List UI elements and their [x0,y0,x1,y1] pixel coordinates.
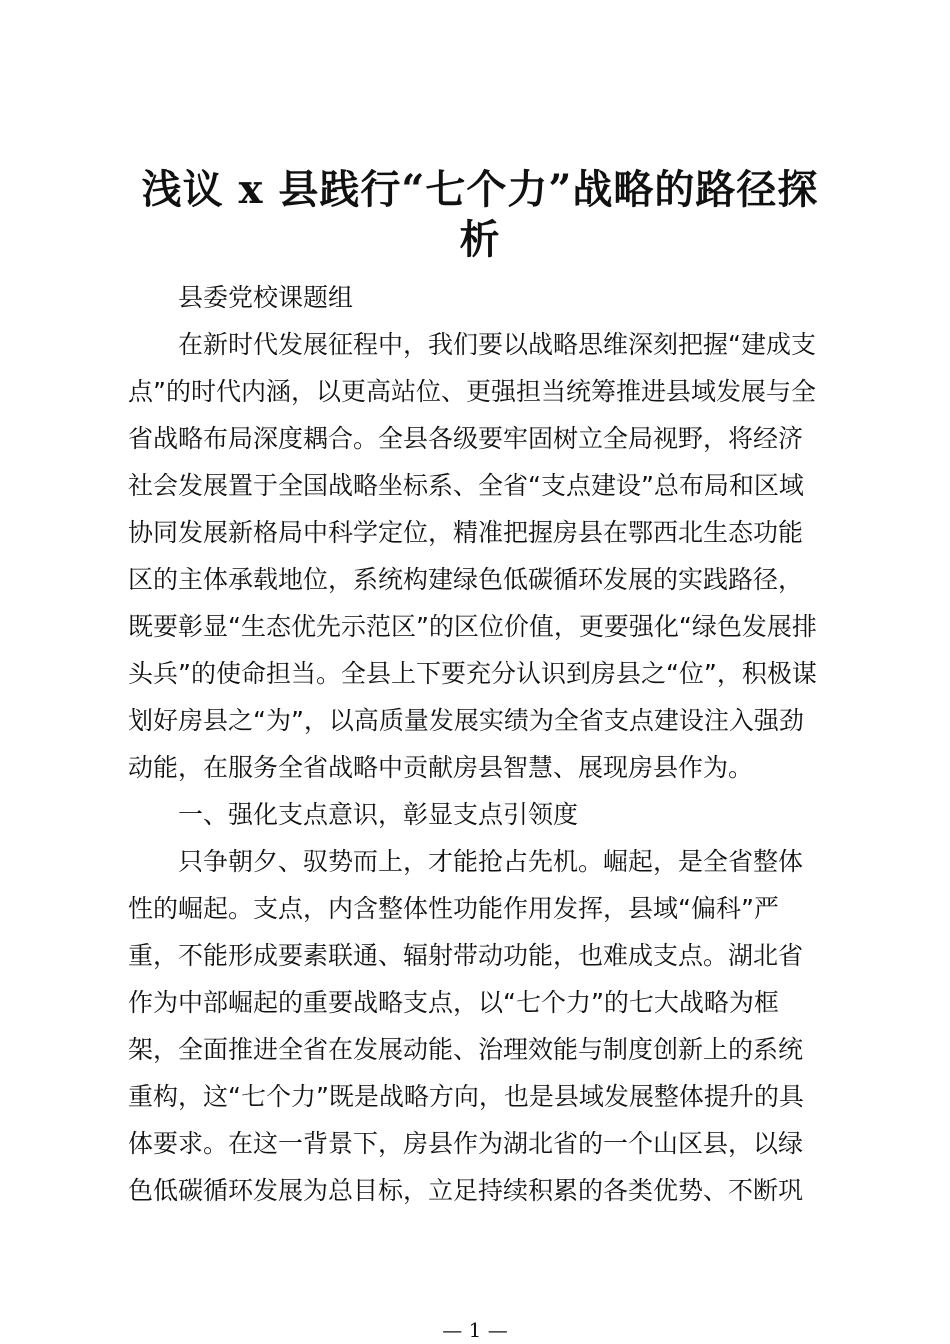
text-line: 划好房县之“为”，以高质量发展实绩为全省支点建设注入强劲 [128,706,804,735]
title-line-2: 析 [459,216,501,263]
page-number: — 1 — [442,1318,508,1342]
author-line: 县委党校课题组 [178,283,354,312]
text-line: 性的崛起。支点，内含整体性功能作用发挥，县域“偏科”严 [128,894,779,923]
text-line: 区的主体承载地位，系统构建绿色低碳循环发展的实践路径， [128,565,804,594]
text-line: 点”的时代内涵，以更高站位、更强担当统筹推进县域发展与全 [128,377,816,406]
text-line: 重，不能形成要素联通、辐射带动功能，也难成支点。湖北省 [128,941,804,970]
text-line: 架，全面推进全省在发展动能、治理效能与制度创新上的系统 [128,1035,804,1064]
paragraph [128,838,838,1214]
text-line: 协同发展新格局中科学定位，精准把握房县在鄂西北生态功能 [128,518,804,547]
paragraph [128,321,838,791]
text-line: 省战略布局深度耦合。全县各级要牢固树立全局视野，将经济 [128,424,804,453]
text-line: 动能，在服务全省战略中贡献房县智慧、展现房县作为。 [128,753,754,782]
document-title [120,165,840,265]
paragraphs [128,321,838,1214]
text-line: 头兵”的使命担当。全县上下要充分认识到房县之“位”，积极谋 [128,659,817,688]
text-line: 在新时代发展征程中，我们要以战略思维深刻把握“建成支 [178,330,816,359]
text-line: 既要彰显“生态优先示范区”的区位价值，更要强化“绿色发展排 [128,612,817,641]
text-line: 体要求。在这一背景下，房县作为湖北省的一个山区县，以绿 [128,1129,804,1158]
text-line: 只争朝夕、驭势而上，才能抢占先机。崛起，是全省整体 [178,847,804,876]
text-line: 重构，这“七个力”既是战略方向，也是县域发展整体提升的具 [128,1082,804,1111]
section-heading [128,791,838,838]
text-line: 作为中部崛起的重要战略支点，以“七个力”的七大战略为框 [128,988,779,1017]
text-line: 社会发展置于全国战略坐标系、全省“支点建设”总布局和区域 [128,471,804,500]
title-line-1: 浅议 x 县践行“七个力”战略的路径探 [141,166,819,213]
document-body [128,274,838,1214]
text-line: 一、强化支点意识，彰显支点引领度 [178,800,579,829]
text-line: 色低碳循环发展为总目标，立足持续积累的各类优势、不断巩 [128,1176,804,1205]
